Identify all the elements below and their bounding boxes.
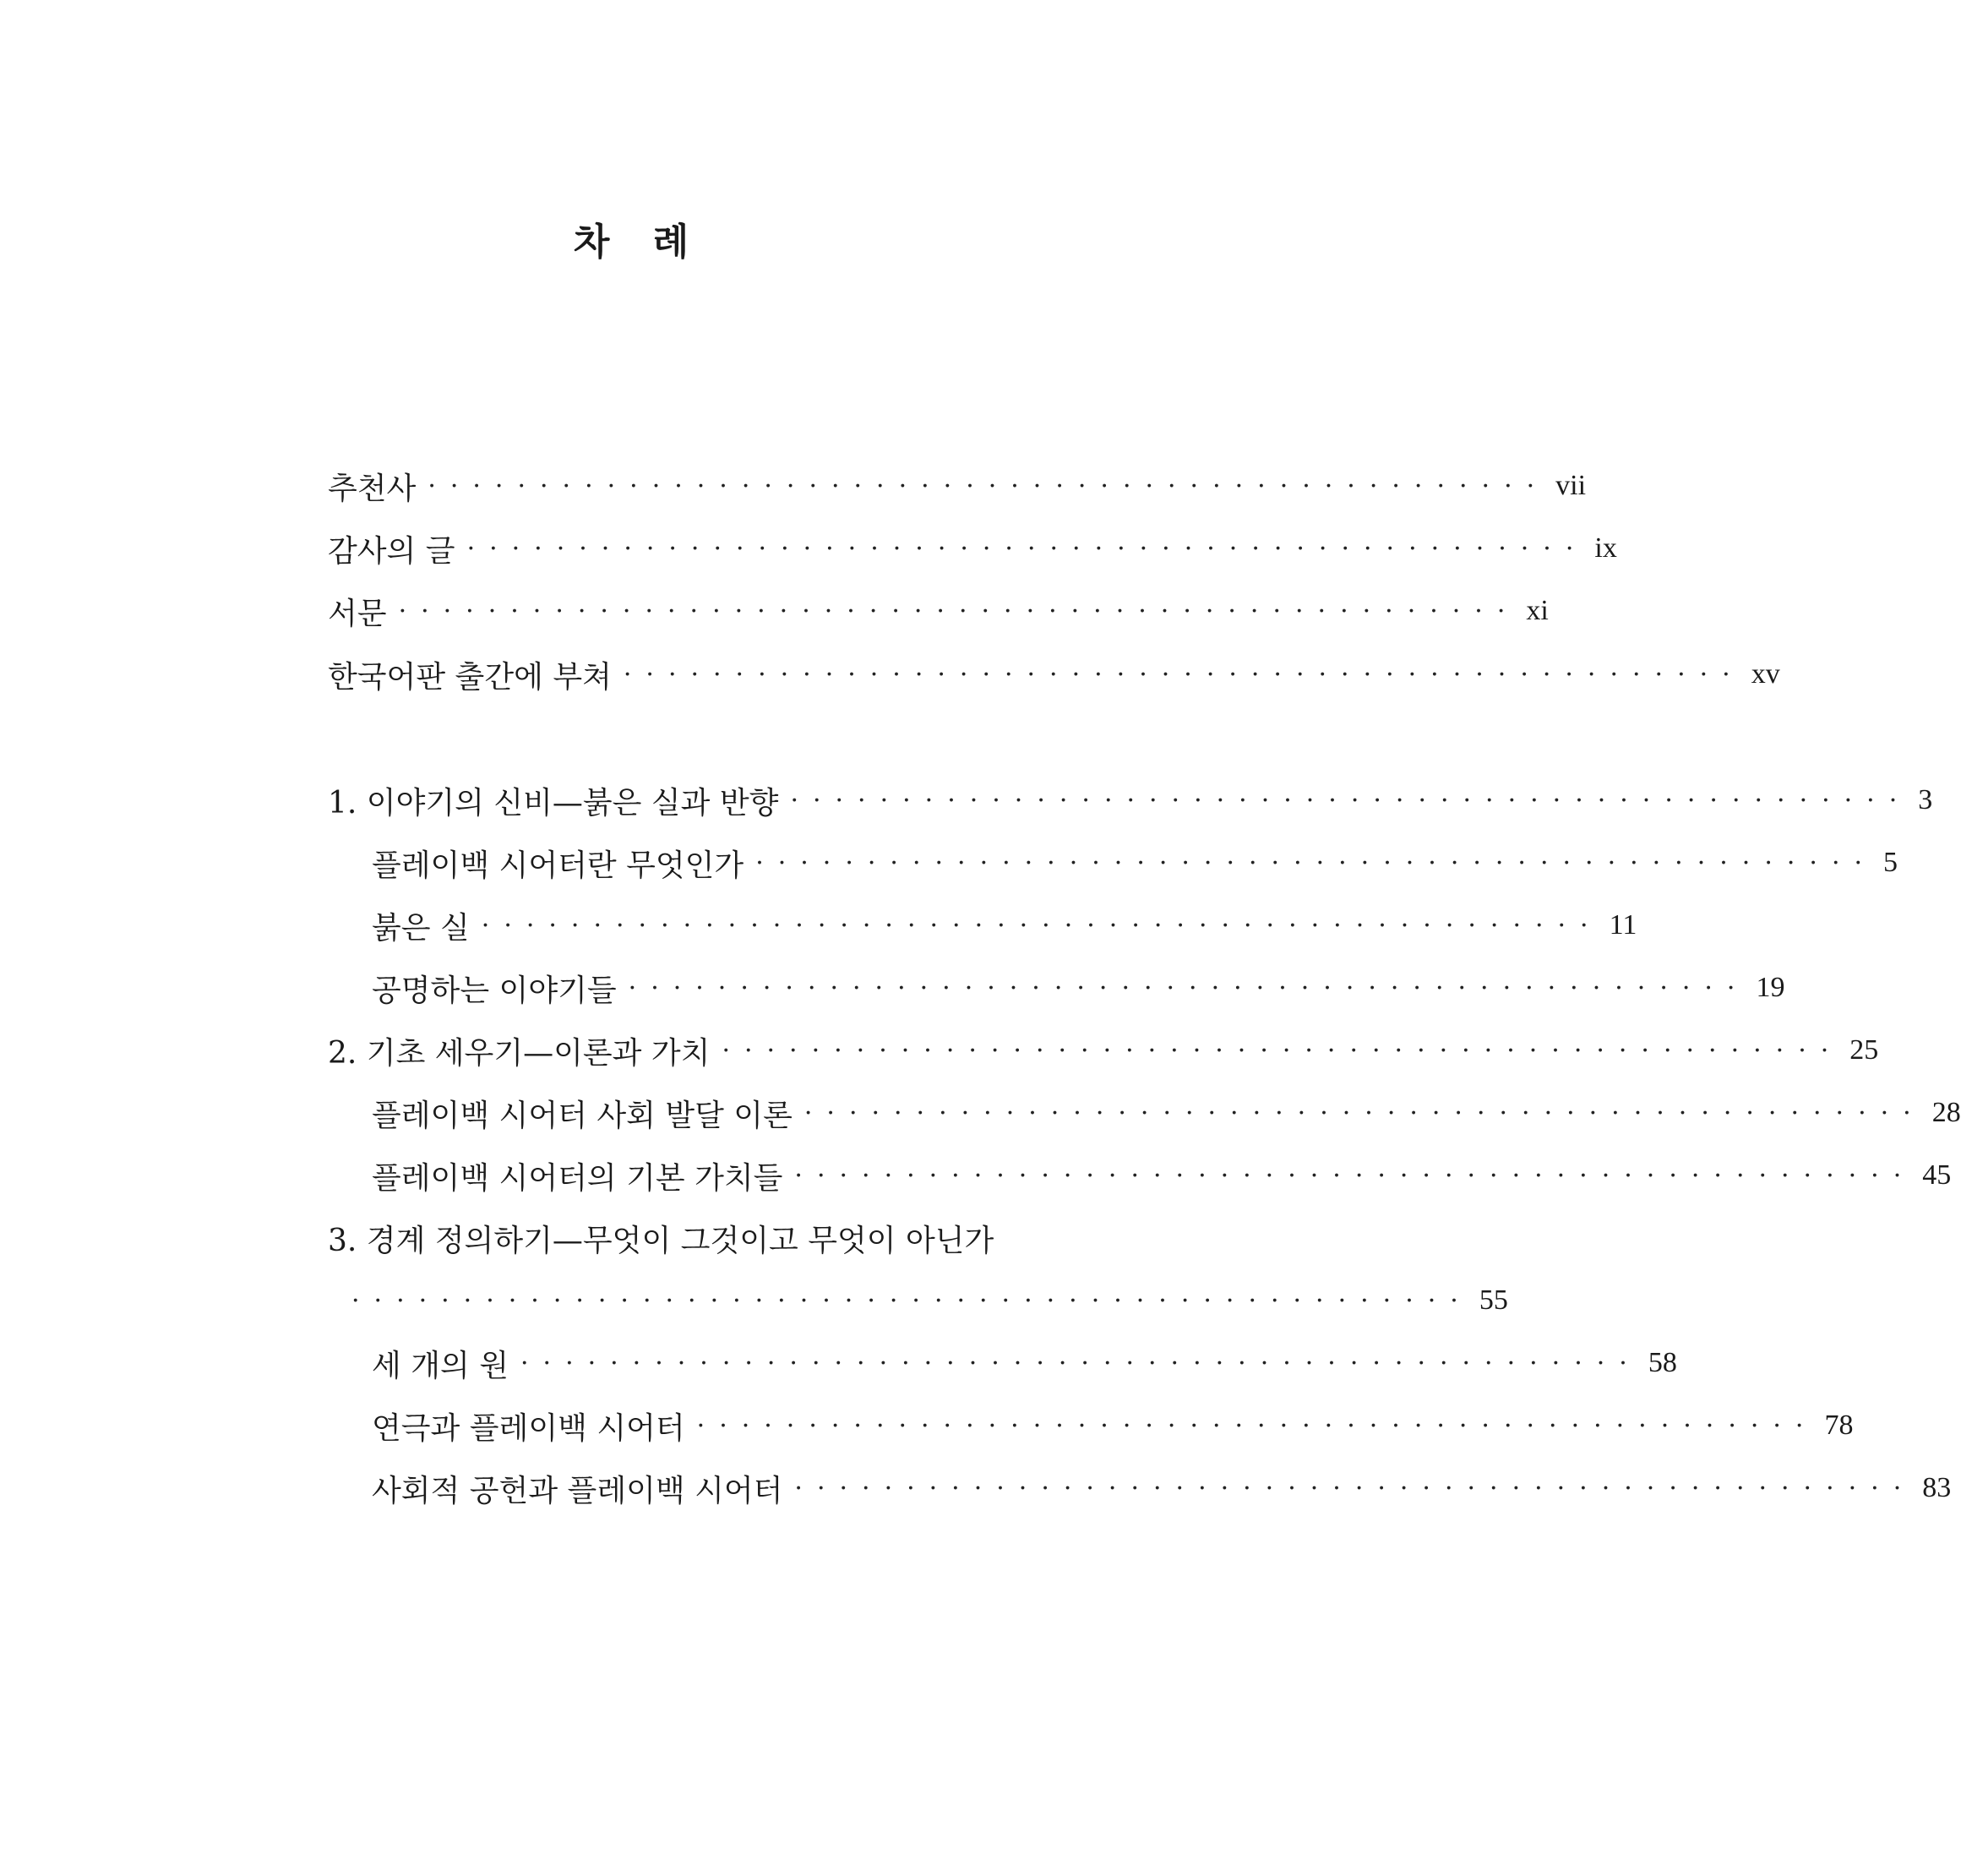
page-title: 차 례 (573, 221, 705, 264)
dot-leader: ·················································· (398, 596, 1520, 626)
dot-leader: ·················································· (696, 1410, 1818, 1441)
toc-entry-page: 58 (1648, 1347, 1677, 1378)
dot-leader: ·················································· (520, 1348, 1642, 1378)
toc-entry-section[interactable] (372, 1457, 1952, 1519)
toc-entry-label: 서문 (328, 596, 387, 631)
toc-entry-page: 78 (1824, 1410, 1854, 1441)
dot-leader: ·················································· (803, 1098, 1926, 1128)
toc-entry-label: 플레이백 시어터의 기본 가치들 (372, 1160, 783, 1196)
toc-entry-label: 공명하는 이야기들 (372, 973, 617, 1008)
dot-leader: ·················································· (351, 1285, 1473, 1316)
dot-leader: ·················································· (755, 848, 1877, 878)
toc-entry-label: 감사의 글 (328, 533, 455, 569)
toc-entry-label: 2. 기초 세우기—이론과 가치 (328, 1035, 711, 1071)
toc-entry-page: 5 (1883, 847, 1898, 878)
toc-entry-section[interactable] (372, 832, 1898, 894)
dot-leader: ·················································· (466, 533, 1588, 564)
toc-entry-page: 28 (1931, 1097, 1961, 1128)
toc-entry-label: 연극과 플레이백 시어터 (372, 1410, 685, 1446)
toc-entry-label: 세 개의 원 (372, 1348, 509, 1383)
toc-entry-preface[interactable] (328, 580, 1549, 642)
toc-entry-chapter-3[interactable] (328, 1207, 1014, 1269)
dot-leader: ·················································· (481, 910, 1603, 941)
dot-leader: ·················································· (790, 785, 1912, 815)
dot-leader: ·················································· (623, 659, 1745, 690)
toc-entry-page: xi (1526, 595, 1549, 626)
toc-entry-page: 45 (1922, 1159, 1952, 1191)
toc-entry-label: 한국어판 출간에 부쳐 (328, 659, 612, 695)
toc-entry-section[interactable] (372, 1394, 1854, 1457)
toc-entry-section[interactable] (372, 1082, 1961, 1144)
toc-entry-section[interactable] (372, 1144, 1952, 1207)
toc-entry-section[interactable] (372, 1332, 1677, 1394)
toc-entry-page: ix (1594, 532, 1617, 564)
toc-entry-page: 11 (1609, 909, 1637, 941)
toc-entry-chapter-2[interactable] (328, 1019, 1879, 1082)
dot-leader: ·················································· (794, 1160, 1916, 1191)
toc-entry-page: 19 (1756, 972, 1785, 1003)
toc-entry-label: 플레이백 시어터 사회 발달 이론 (372, 1098, 793, 1133)
toc-entry-recommendation[interactable] (328, 455, 1587, 517)
toc-entry-label: 플레이백 시어터란 무엇인가 (372, 848, 744, 883)
dot-leader: ·················································· (628, 973, 1750, 1003)
toc-entry-label: 추천사 (328, 471, 417, 506)
dot-leader: ·················································· (722, 1035, 1844, 1066)
toc-entry-label: 붉은 실 (372, 910, 470, 946)
toc-entry-page: 3 (1918, 784, 1933, 815)
toc-entry-chapter-1[interactable] (328, 769, 1933, 832)
toc-entry-label: 1. 이야기의 신비—붉은 실과 반향 (328, 785, 779, 821)
toc-entry-korean-edition[interactable] (328, 643, 1780, 706)
toc-entry-acknowledgements[interactable] (328, 517, 1617, 580)
toc-entry-page: xv (1751, 658, 1780, 690)
toc-entry-label: 사회적 공헌과 플레이백 시어터 (372, 1473, 783, 1508)
toc-entry-page: 25 (1849, 1034, 1879, 1066)
toc-entry-label: 3. 경계 정의하기—무엇이 그것이고 무엇이 아닌가 (328, 1223, 994, 1258)
toc-entry-page: vii (1555, 470, 1587, 501)
toc-entry-page: 83 (1922, 1472, 1952, 1503)
toc-entry-section[interactable] (372, 957, 1785, 1019)
toc-entry-page: 55 (1479, 1284, 1508, 1316)
dot-leader: ·················································· (428, 471, 1550, 501)
dot-leader: ·················································· (794, 1473, 1916, 1503)
toc-entry-chapter-3-continued[interactable] (351, 1269, 1508, 1332)
toc-entry-section[interactable] (372, 894, 1637, 957)
